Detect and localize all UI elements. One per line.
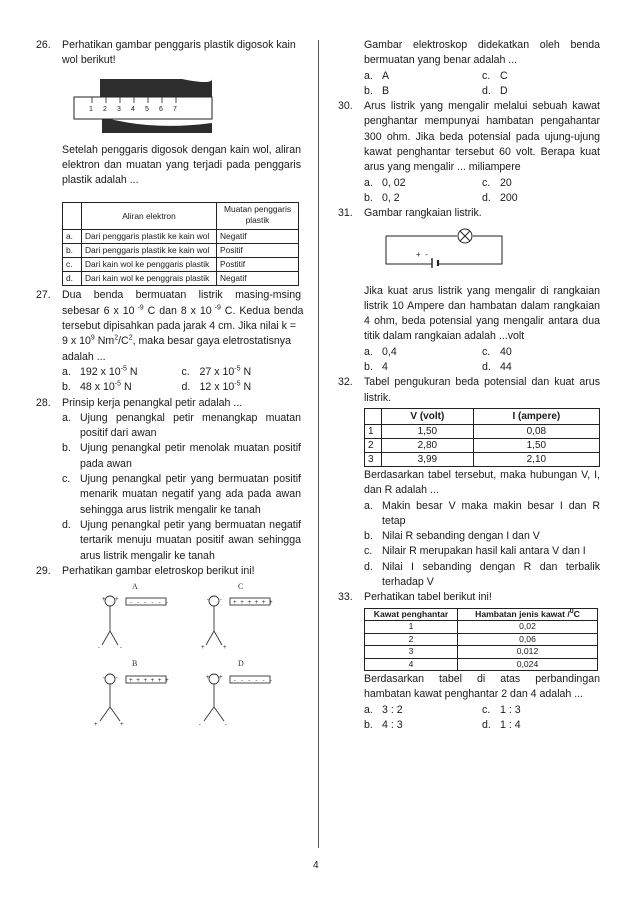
svg-text:+: + bbox=[219, 674, 223, 682]
option-unit: N bbox=[240, 381, 252, 394]
svg-text:+: + bbox=[201, 644, 205, 652]
right-column bbox=[338, 38, 600, 733]
answer-option-d[interactable] bbox=[482, 84, 600, 99]
answer-options bbox=[364, 703, 600, 734]
answer-option-c[interactable] bbox=[182, 365, 302, 380]
answer-option-d[interactable] bbox=[482, 718, 600, 733]
resistivity-cell: 0,024 bbox=[458, 658, 598, 671]
row-label: d. bbox=[63, 272, 82, 286]
exponent: 2 bbox=[114, 334, 119, 342]
answer-option-b[interactable] bbox=[364, 360, 482, 375]
current-cell: 2,10 bbox=[473, 452, 599, 466]
svg-text:+: + bbox=[206, 674, 210, 682]
answer-option-b[interactable] bbox=[364, 718, 482, 733]
row-number: 1 bbox=[365, 424, 382, 438]
option-label: c. bbox=[62, 473, 71, 486]
option-text: 27 x 10 bbox=[199, 365, 235, 378]
answer-options bbox=[364, 176, 600, 207]
question-text: Prinsip kerja penangkal petir adalah ... bbox=[62, 396, 243, 409]
table-header-row bbox=[365, 608, 598, 621]
table-row bbox=[63, 244, 299, 258]
option-label: c. bbox=[482, 69, 491, 82]
text-span: , maka besar gaya eletrostatisnya bbox=[132, 335, 291, 348]
question-27 bbox=[36, 288, 304, 395]
question-text: Tabel pengukuran beda potensial dan kuat arus listrik. bbox=[364, 376, 600, 404]
charge-cell: Positif bbox=[217, 244, 299, 258]
svg-text:-: - bbox=[119, 644, 123, 652]
answer-option-c[interactable] bbox=[364, 544, 600, 559]
option-label: b. bbox=[364, 361, 373, 374]
exponent: -9 bbox=[211, 304, 221, 312]
svg-text:+: + bbox=[94, 721, 98, 729]
resistivity-cell: 0,012 bbox=[458, 646, 598, 659]
table-header: Aliran elektron bbox=[82, 203, 217, 230]
table-row bbox=[63, 258, 299, 272]
circuit-wire bbox=[386, 236, 502, 264]
answer-option-a[interactable] bbox=[364, 176, 482, 191]
row-label: c. bbox=[63, 258, 82, 272]
option-text: 1 : 3 bbox=[500, 703, 521, 716]
question-30 bbox=[338, 99, 600, 206]
answer-options bbox=[62, 365, 301, 396]
answer-option-c[interactable] bbox=[482, 703, 600, 718]
answer-option-d[interactable] bbox=[62, 518, 301, 564]
wire-cell: 4 bbox=[365, 658, 458, 671]
question-number: 33. bbox=[338, 591, 353, 604]
option-text: 44 bbox=[500, 361, 512, 374]
charge-cell: Negatif bbox=[217, 272, 299, 286]
option-unit: N bbox=[240, 365, 252, 378]
question-29 bbox=[36, 564, 301, 731]
question-number: 28. bbox=[36, 396, 51, 409]
table-header-row bbox=[63, 203, 299, 230]
current-cell: 1,50 bbox=[473, 438, 599, 452]
answer-option-c[interactable] bbox=[62, 472, 301, 518]
ruler-label: 3 bbox=[117, 105, 121, 113]
table-header: V (volt) bbox=[382, 408, 474, 424]
text-span: 9 x 10 bbox=[62, 335, 91, 348]
table-header: Kawat penghantar bbox=[365, 608, 458, 621]
question-number: 32. bbox=[338, 376, 353, 389]
text-span: /C bbox=[118, 335, 129, 348]
option-text: 12 x 10 bbox=[199, 381, 235, 394]
option-label: b. bbox=[364, 84, 373, 97]
option-text: D bbox=[500, 84, 508, 97]
option-label: a. bbox=[364, 703, 373, 716]
text-span: sebesar 6 x 10 bbox=[62, 304, 135, 317]
option-label: b. bbox=[364, 719, 373, 731]
question-26 bbox=[36, 38, 301, 286]
question-line: tersebut dipisahkan pada jarak 4 cm. Jika nilai k = bbox=[62, 320, 297, 333]
option-label: a. bbox=[364, 176, 373, 189]
flow-cell: Dari penggaris plastik ke kain wol bbox=[82, 244, 217, 258]
question-text-2: Berdasarkan tabel di atas perbandingan hambatan kawat penghantar 2 dan 4 adalah ... bbox=[364, 673, 600, 701]
option-text: 0, 02 bbox=[382, 176, 406, 189]
circuit-diagram bbox=[382, 228, 532, 268]
svg-text:-: - bbox=[206, 596, 210, 604]
electroscope-label: B bbox=[132, 659, 138, 669]
question-28 bbox=[36, 396, 301, 564]
resistivity-cell: 0,06 bbox=[458, 633, 598, 646]
answer-option-b[interactable] bbox=[364, 529, 600, 544]
answer-option-d[interactable] bbox=[482, 360, 600, 375]
option-unit: N bbox=[121, 381, 132, 394]
electroscope-label: D bbox=[238, 659, 244, 669]
charge-cell: Postitif bbox=[217, 258, 299, 272]
option-text: 200 bbox=[500, 191, 518, 204]
ruler-label: 4 bbox=[131, 105, 135, 113]
table-row bbox=[365, 633, 598, 646]
option-label: b. bbox=[364, 530, 373, 543]
option-label: a. bbox=[62, 411, 71, 424]
voltage-cell: 2,80 bbox=[382, 438, 474, 452]
table-header bbox=[458, 608, 598, 621]
option-text: Nilai I sebanding dengan R dan terbalik terhadap V bbox=[382, 560, 600, 589]
svg-text:+: + bbox=[115, 596, 119, 604]
svg-text:-: - bbox=[102, 674, 106, 682]
table-row bbox=[365, 621, 598, 634]
wool-cloth-top bbox=[100, 79, 212, 99]
option-label: c. bbox=[181, 365, 190, 378]
exponent: -5 bbox=[120, 365, 127, 373]
row-label: a. bbox=[63, 230, 82, 244]
answer-option-c[interactable] bbox=[482, 176, 600, 191]
question-text bbox=[62, 288, 304, 364]
electron-flow-table bbox=[62, 202, 299, 286]
svg-text:- - - - - -: - - - - - - bbox=[129, 599, 169, 607]
electroscope-label: A bbox=[132, 582, 138, 592]
answer-option-c[interactable] bbox=[482, 69, 600, 84]
question-number: 31. bbox=[338, 207, 353, 220]
exponent: 9 bbox=[90, 334, 95, 342]
option-label: d. bbox=[482, 361, 491, 374]
option-text: 4 : 3 bbox=[382, 719, 403, 731]
answer-option-a[interactable] bbox=[364, 345, 482, 360]
answer-option-d[interactable] bbox=[182, 380, 302, 395]
row-label: b. bbox=[63, 244, 82, 258]
option-label: c. bbox=[482, 176, 491, 189]
wire-cell: 1 bbox=[365, 621, 458, 634]
option-label: d. bbox=[62, 518, 71, 531]
battery-polarity: + - bbox=[416, 249, 428, 259]
flow-cell: Dari penggaris plastik ke kain wol bbox=[82, 230, 217, 244]
answer-options bbox=[364, 345, 600, 376]
row-number: 3 bbox=[365, 452, 382, 466]
question-text-2: Gambar elektroskop didekatkan oleh benda bermuatan yang benar adalah ... bbox=[364, 39, 600, 67]
option-text: 4 bbox=[382, 361, 388, 374]
answer-option-a[interactable] bbox=[364, 69, 482, 84]
question-text: Perhatikan gambar penggaris plastik digosok kain wol berikut! bbox=[62, 39, 296, 67]
option-text: 192 x 10 bbox=[80, 365, 121, 378]
question-text-2: Berdasarkan tabel tersebut, maka hubungan V, I, dan R adalah ... bbox=[364, 468, 600, 497]
option-text: C bbox=[500, 69, 508, 82]
option-label: c. bbox=[482, 703, 491, 716]
option-label: d. bbox=[364, 560, 373, 573]
option-text: Nilai R sebanding dengan I dan V bbox=[382, 530, 540, 543]
svg-text:+: + bbox=[223, 644, 227, 652]
table-row bbox=[63, 230, 299, 244]
svg-text:+ + + + + +: + + + + + + bbox=[129, 677, 169, 685]
question-number: 27. bbox=[36, 289, 51, 302]
exponent: -5 bbox=[114, 380, 121, 388]
option-text: Ujung penangkal petir menolak muatan positif pada awan bbox=[80, 442, 301, 470]
wire-cell: 3 bbox=[365, 646, 458, 659]
option-label: a. bbox=[62, 365, 71, 378]
option-text: 48 x 10 bbox=[80, 381, 115, 394]
answer-options bbox=[364, 69, 600, 100]
option-text: 0,4 bbox=[382, 345, 397, 358]
resistivity-cell: 0,02 bbox=[458, 621, 598, 634]
answer-option-d[interactable] bbox=[482, 191, 600, 206]
answer-option-a[interactable] bbox=[62, 411, 301, 442]
exponent: -5 bbox=[234, 365, 241, 373]
flow-cell: Dari kain wol ke penggaris plastik bbox=[82, 258, 217, 272]
answer-option-d[interactable] bbox=[364, 560, 600, 591]
question-number: 26. bbox=[36, 39, 51, 51]
option-label: d. bbox=[181, 381, 191, 394]
option-label: d. bbox=[482, 84, 491, 97]
table-header-row bbox=[365, 408, 600, 424]
question-29-continued bbox=[338, 38, 600, 99]
svg-text:-: - bbox=[219, 596, 223, 604]
ruler-label: 7 bbox=[173, 105, 177, 113]
current-cell: 0,08 bbox=[473, 424, 599, 438]
option-label: b. bbox=[62, 381, 71, 394]
svg-text:+: + bbox=[120, 721, 124, 729]
answer-option-a[interactable] bbox=[62, 365, 182, 380]
flow-cell: Dari kain wol ke penggrais plastik bbox=[82, 272, 217, 286]
svg-text:+: + bbox=[102, 596, 106, 604]
row-number: 2 bbox=[365, 438, 382, 452]
question-text-2: Setelah penggaris digosok dengan kain wol, aliran elektron dan muatan yang terjadi pada penggaris plastik adalah ... bbox=[62, 143, 301, 187]
question-line: adalah ... bbox=[62, 350, 106, 363]
table-row bbox=[365, 658, 598, 671]
question-text-2: Jika kuat arus listrik yang mengalir di rangkaian listrik 10 Ampere dan hambatan dalam rangkaian 4 ohm, beda potensial yang mengalir antara dua titik dalam rangkaian adalah ...volt bbox=[364, 284, 600, 343]
page-number: 4 bbox=[313, 860, 319, 871]
electroscope-label: C bbox=[238, 582, 244, 592]
answer-option-c[interactable] bbox=[482, 345, 600, 360]
ruler-label: 6 bbox=[159, 105, 163, 113]
question-text: Arus listrik yang mengalir melalui sebuah kawat penghantar mempunyai hambatan pengahantar 300 ohm. Jika beda potensial pada ujung-ujung kawat penghantar tersebut 60 volt. Berapa kuat arus yang mengalir ... miliampere bbox=[364, 100, 600, 174]
option-text: Ujung penangkal petir yang bermuatan negatif tertarik menuju muatan positif awan sehingga arus listrik mengalir ke tanah bbox=[80, 518, 301, 562]
option-text: Ujung penangkal petir menangkap muatan positif dari awan bbox=[80, 411, 301, 440]
option-text: B bbox=[382, 84, 390, 97]
exponent: -5 bbox=[234, 380, 241, 388]
column-divider bbox=[318, 40, 319, 848]
answer-option-b[interactable] bbox=[364, 191, 482, 206]
option-unit: N bbox=[126, 365, 138, 378]
option-text: 3 : 2 bbox=[382, 703, 403, 716]
plastic-ruler bbox=[74, 97, 212, 119]
table-row bbox=[365, 438, 600, 452]
text-span: C. Kedua benda bbox=[220, 304, 304, 317]
option-text: A bbox=[382, 69, 390, 82]
option-label: b. bbox=[62, 442, 71, 455]
question-32 bbox=[338, 375, 600, 590]
left-column bbox=[36, 38, 304, 731]
svg-text:-: - bbox=[115, 674, 119, 682]
answer-option-a[interactable] bbox=[364, 703, 482, 718]
table-header: Muatan penggaris plastik bbox=[217, 203, 299, 230]
exponent: -9 bbox=[134, 304, 144, 312]
table-row bbox=[365, 646, 598, 659]
question-33 bbox=[338, 590, 600, 733]
question-text: Gambar rangkaian listrik. bbox=[364, 207, 482, 220]
question-line bbox=[62, 304, 304, 319]
svg-text:-: - bbox=[97, 644, 101, 652]
resistivity-table bbox=[364, 608, 598, 672]
svg-text:-: - bbox=[198, 721, 202, 729]
wire-cell: 2 bbox=[365, 633, 458, 646]
ruler-label: 5 bbox=[145, 105, 149, 113]
ruler-label: 2 bbox=[103, 105, 107, 113]
text-span: Nm bbox=[94, 335, 115, 348]
question-line bbox=[62, 334, 301, 349]
svg-text:-: - bbox=[224, 721, 228, 729]
option-text: Makin besar V maka makin besar I dan R tetap bbox=[382, 499, 600, 527]
voltage-cell: 3,99 bbox=[382, 452, 474, 466]
answer-option-b[interactable] bbox=[62, 380, 182, 395]
option-label: c. bbox=[364, 545, 373, 558]
exponent: 2 bbox=[128, 334, 133, 342]
ruler-cloth-figure bbox=[62, 75, 302, 137]
option-text: Ujung penangkal petir yang bermuatan positif menarik muatan negatif yang ada pada awan sehingga arus listrik mengalir ke tanah bbox=[80, 473, 301, 516]
option-text: 40 bbox=[500, 345, 512, 358]
electroscope-figure bbox=[62, 581, 302, 731]
option-text: Nilair R merupakan hasil kali antara V dan I bbox=[382, 545, 586, 558]
charge-cell: Negatif bbox=[217, 230, 299, 244]
svg-text:- - - - - -: - - - - - - bbox=[233, 677, 273, 685]
table-row bbox=[365, 452, 600, 466]
option-label: d. bbox=[482, 191, 491, 204]
header-text: Hambatan jenis kawat / bbox=[475, 608, 570, 619]
option-label: b. bbox=[364, 191, 373, 204]
answer-option-b[interactable] bbox=[364, 84, 482, 99]
question-number: 30. bbox=[338, 100, 353, 113]
text-span: C dan 8 x 10 bbox=[143, 304, 212, 317]
option-label: a. bbox=[364, 345, 373, 358]
question-line: Dua benda bermuatan listrik masing-msing bbox=[62, 289, 301, 302]
table-row bbox=[63, 272, 299, 286]
table-row bbox=[365, 424, 600, 438]
question-text: Perhatikan tabel berikut ini! bbox=[364, 591, 492, 604]
option-label: c. bbox=[482, 345, 491, 358]
option-text: 0, 2 bbox=[382, 191, 400, 204]
option-label: d. bbox=[482, 719, 491, 731]
option-text: 20 bbox=[500, 176, 512, 189]
table-header: I (ampere) bbox=[473, 408, 599, 424]
question-31 bbox=[338, 206, 600, 375]
option-label: a. bbox=[364, 499, 373, 512]
answer-option-b[interactable] bbox=[62, 441, 301, 472]
ruler-label: 1 bbox=[89, 105, 93, 113]
question-number: 29. bbox=[36, 564, 51, 577]
question-text: Perhatikan gambar eletroskop berikut ini! bbox=[62, 564, 255, 577]
voltage-current-table bbox=[364, 408, 600, 467]
header-text: C bbox=[573, 608, 580, 619]
option-label: a. bbox=[364, 69, 373, 82]
option-text: 1 : 4 bbox=[500, 719, 521, 731]
svg-text:+ + + + + +: + + + + + + bbox=[233, 599, 273, 607]
charge-signs bbox=[94, 596, 273, 728]
exponent: 0 bbox=[569, 607, 574, 615]
voltage-cell: 1,50 bbox=[382, 424, 474, 438]
answer-option-a[interactable] bbox=[364, 499, 600, 530]
